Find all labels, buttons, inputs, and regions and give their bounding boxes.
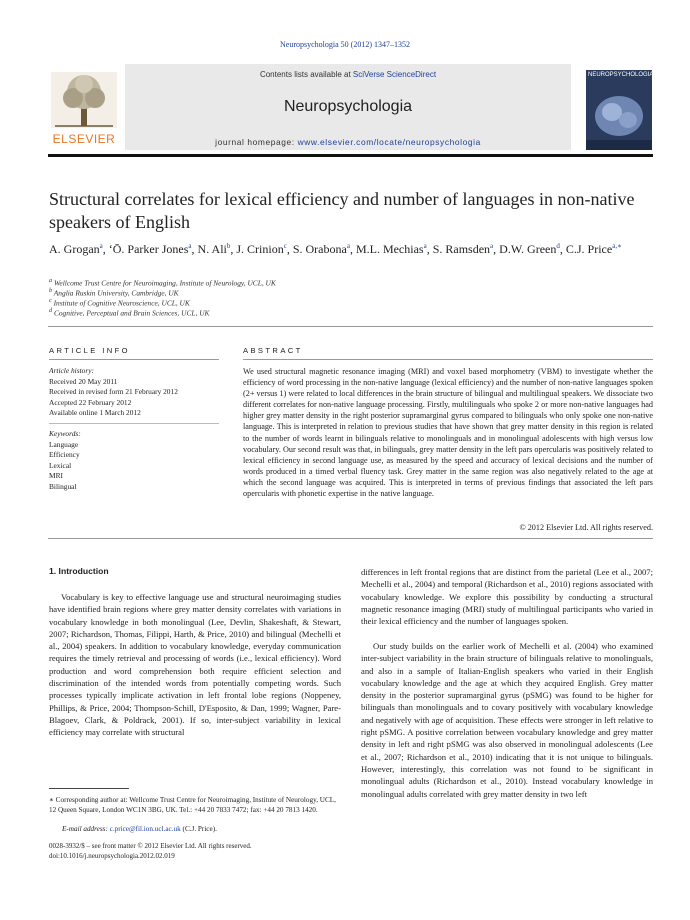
contents-line: [125, 70, 571, 79]
history-item: Received in revised form 21 February 2012: [49, 387, 178, 396]
keywords-label: Keywords:: [49, 429, 81, 438]
author-name: J. Crinion: [236, 242, 284, 256]
intro-right-para-2: Our study builds on the earlier work of Mechelli et al. (2004) who examined inter-subject variability in the brain structure of bilinguals relative to monolinguals, and also in a sample of Italian-English speakers who varied in their English vocabulary knowledge and the age at which they acquired English. Grey matter density in the posterior supramarginal gyrus (pSMG) was found to be higher for bilinguals than monolinguals and to covary positively with vocabulary knowledge and negatively with age of acquisition. These effects were stronger in left relative to right pSMG. A positive correlation between vocabulary knowledge and grey matter density in left and right pSMG was also observed in monolingual adolescents (Lee et al., 2007; Richardson et al., 2010) indicating that it is not unique to bilinguals. However, interestingly, this correlation was not found to be significant in monolingual adults (Richardson et al., 2010). Instead vocabulary knowledge in monolingual adults correlated with grey matter density in two left: [361, 641, 653, 799]
aff-text: Cognitive, Perceptual and Brain Sciences, UCL, UK: [53, 308, 210, 318]
author-affiliation-sup[interactable]: a: [423, 242, 427, 250]
abstract-heading: ABSTRACT: [243, 346, 303, 355]
author-affiliation-sup[interactable]: c: [283, 242, 287, 250]
keywords: [49, 429, 219, 492]
author-name: M.L. Mechias: [355, 242, 424, 256]
author-name: S. Orabona: [292, 242, 347, 256]
aff-text: Institute of Cognitive Neuroscience, UCL, UK: [53, 298, 190, 308]
abstract-rule: [243, 359, 653, 360]
doi-line[interactable]: doi:10.1016/j.neuropsychologia.2012.02.019: [49, 852, 175, 860]
email-suffix: (C.J. Price).: [180, 825, 217, 833]
aff-sup: d: [49, 308, 53, 314]
history-label: Article history:: [49, 366, 94, 375]
keyword: MRI: [49, 471, 63, 480]
contents-prefix: Contents lists available at: [259, 70, 353, 79]
affiliation-a: [49, 278, 276, 287]
author-affiliation-sup[interactable]: a: [188, 242, 192, 250]
keyword: Efficiency: [49, 450, 80, 459]
issn-line: 0028-3932/$ – see front matter © 2012 Elsevier Ltd. All rights reserved.: [49, 842, 252, 850]
author-name: ‘Ō. Parker Jones: [108, 242, 189, 256]
author-name: N. Ali: [197, 242, 227, 256]
abstract-bottom-rule: [48, 538, 653, 539]
author-name: C.J. Price: [565, 242, 613, 256]
cover-title: NEUROPSYCHOLOGIA: [588, 72, 654, 78]
brain-cover-icon: [586, 70, 652, 150]
keyword: Lexical: [49, 460, 72, 470]
article-title: Structural correlates for lexical efficiency and number of languages in non-native speakers of English: [49, 189, 635, 232]
abstract-text: We used structural magnetic resonance imaging (MRI) and voxel based morphometry (VBM) to investigate whether the efficiency of word processing in the non-native language (lexical efficiency) and the number of non-native languages spoken (2+ versus 1) were related to local differences in the brain structure of bilingual and multilingual speakers. We dissociate two different correlates for non-native language processing. Firstly, multilinguals who spoke 2 or more non-native languages had higher grey matter density in the right posterior supramarginal gyrus compared to bilinguals who only spoke one non-native language. This is interpreted in relation to previous studies that have shown that grey matter density in this region is related to the number of words learnt in bilinguals relative to monolinguals and in monolingual adolescents with high versus low vocabulary. Our second result was that, in bilinguals, grey matter density in the left pars opercularis was positively related to lexical efficiency in second language use, as measured by the speed and accuracy of lexical decisions and the number of words produced in a timed verbal fluency task. Grey matter in the same region was also negatively related to the age at which the second language was acquired. This is interpreted in terms of previous findings that associated the left pars opercularis with phonetic expertise in the native language.: [243, 367, 653, 499]
header-rule: [48, 154, 653, 157]
corresponding-author-note: ∗ Corresponding author at: Wellcome Trust Centre for Neuroimaging, Institute of Neurology, UCL, 12 Queen Square, London WC1N 3BG, UK. Tel.: +44 20 7833 7472; fax: +44 20 7813 1420.: [49, 796, 336, 814]
author-name: A. Grogan: [49, 242, 100, 256]
author-affiliation-sup[interactable]: a: [99, 242, 103, 250]
intro-right-para-1: differences in left frontal regions that are distinct from the parietal (Lee et al., 2007; Mechelli et al., 2004) and temporal (Richardson et al., 2010) regions associated with vocabulary knowledge. We explore this possibility by conducting a structural magnetic resonance imaging (MRI) study of multilingual participants who varied in their lexical efficiency and the number of languages spoken.: [361, 567, 653, 627]
author-list: A. Grogan$^a$, ‘Ō. Parker Jones$^a$, N. Ali$^b$, J. Crinion$^c$, S. Orabona$^a$, M.L. Mechias$^a$, S. Ramsden$^a$, D.W. Green$^d$, C.J. Price$^{a,∗}$: [49, 242, 622, 256]
email-line: [62, 825, 341, 835]
author-affiliation-sup[interactable]: d: [556, 242, 560, 250]
author-name: D.W. Green: [499, 242, 557, 256]
footnote-rule: [49, 788, 129, 789]
article-history: [49, 366, 219, 419]
elsevier-logo: [49, 70, 119, 145]
aff-sup: c: [49, 298, 52, 304]
affiliation-b: [49, 288, 179, 297]
homepage-prefix: journal homepage:: [215, 137, 298, 147]
article-info-heading: ARTICLE INFO: [49, 346, 130, 355]
article-info-rule: [49, 359, 219, 360]
sciencedirect-link[interactable]: SciVerse ScienceDirect: [352, 70, 437, 79]
journal-cover-image: [586, 70, 652, 150]
journal-reference[interactable]: Neuropsychologia 50 (2012) 1347–1352: [280, 40, 410, 49]
abstract-copyright: © 2012 Elsevier Ltd. All rights reserved.: [519, 523, 653, 532]
section-rule: [48, 326, 653, 327]
aff-text: Wellcome Trust Centre for Neuroimaging, Institute of Neurology, UCL, UK: [53, 278, 276, 288]
aff-text: Anglia Ruskin University, Cambridge, UK: [53, 288, 179, 298]
affiliation-c: [49, 298, 190, 307]
keyword: Language: [49, 439, 79, 449]
author-affiliation-sup[interactable]: b: [226, 242, 231, 250]
email-link[interactable]: c.price@fil.ion.ucl.ac.uk: [109, 825, 181, 833]
intro-heading: 1. Introduction: [49, 566, 109, 576]
elsevier-wordmark: ELSEVIER: [52, 132, 116, 146]
author-affiliation-sup[interactable]: a: [490, 242, 494, 250]
journal-homepage-line: [125, 137, 571, 147]
keywords-rule: [49, 423, 219, 424]
history-item: Received 20 May 2011: [49, 376, 118, 386]
author-name: S. Ramsden: [432, 242, 491, 256]
history-item: Available online 1 March 2012: [49, 408, 141, 417]
history-item: Accepted 22 February 2012: [49, 397, 132, 407]
aff-sup: b: [49, 288, 53, 294]
journal-name: Neuropsychologia: [283, 98, 413, 115]
keyword: Bilingual: [49, 481, 77, 491]
homepage-link[interactable]: www.elsevier.com/locate/neuropsychologia: [297, 137, 481, 147]
intro-left-column: Vocabulary is key to effective language use and structural neuroimaging studies have identified brain regions where grey matter density correlates with variations in vocabulary knowledge in both monolingual (Lee, Devlin, Shakeshaft, & Stewart, 2007; Richardson, Thomas, Filippi, Harth, & Price, 2010) and bilingual (Mechelli et al., 2004) speakers. In addition to vocabulary knowledge, everyday communication requires the timely retrieval and processing of words (i.e., lexical efficiency). Word production and word comprehension both require efficient selection and discrimination of the intended words from potentially competing words. Such processes typically implicate activation in left frontal lobe regions (Noppeney, Phillips, & Price, 2004; Thompson-Schill, D'Esposito, & Dan, 1999; Wagner, Pare-Blagoev, Clark, & Poldrack, 2001). If so, inter-subject variability in lexical efficiency may correlate with structural: [49, 592, 341, 738]
author-affiliation-sup[interactable]: a: [346, 242, 350, 250]
aff-sup: a: [49, 278, 53, 284]
author-affiliation-sup[interactable]: a,∗: [612, 242, 622, 250]
email-label: E-mail address:: [62, 825, 110, 833]
affiliation-d: [49, 308, 209, 317]
